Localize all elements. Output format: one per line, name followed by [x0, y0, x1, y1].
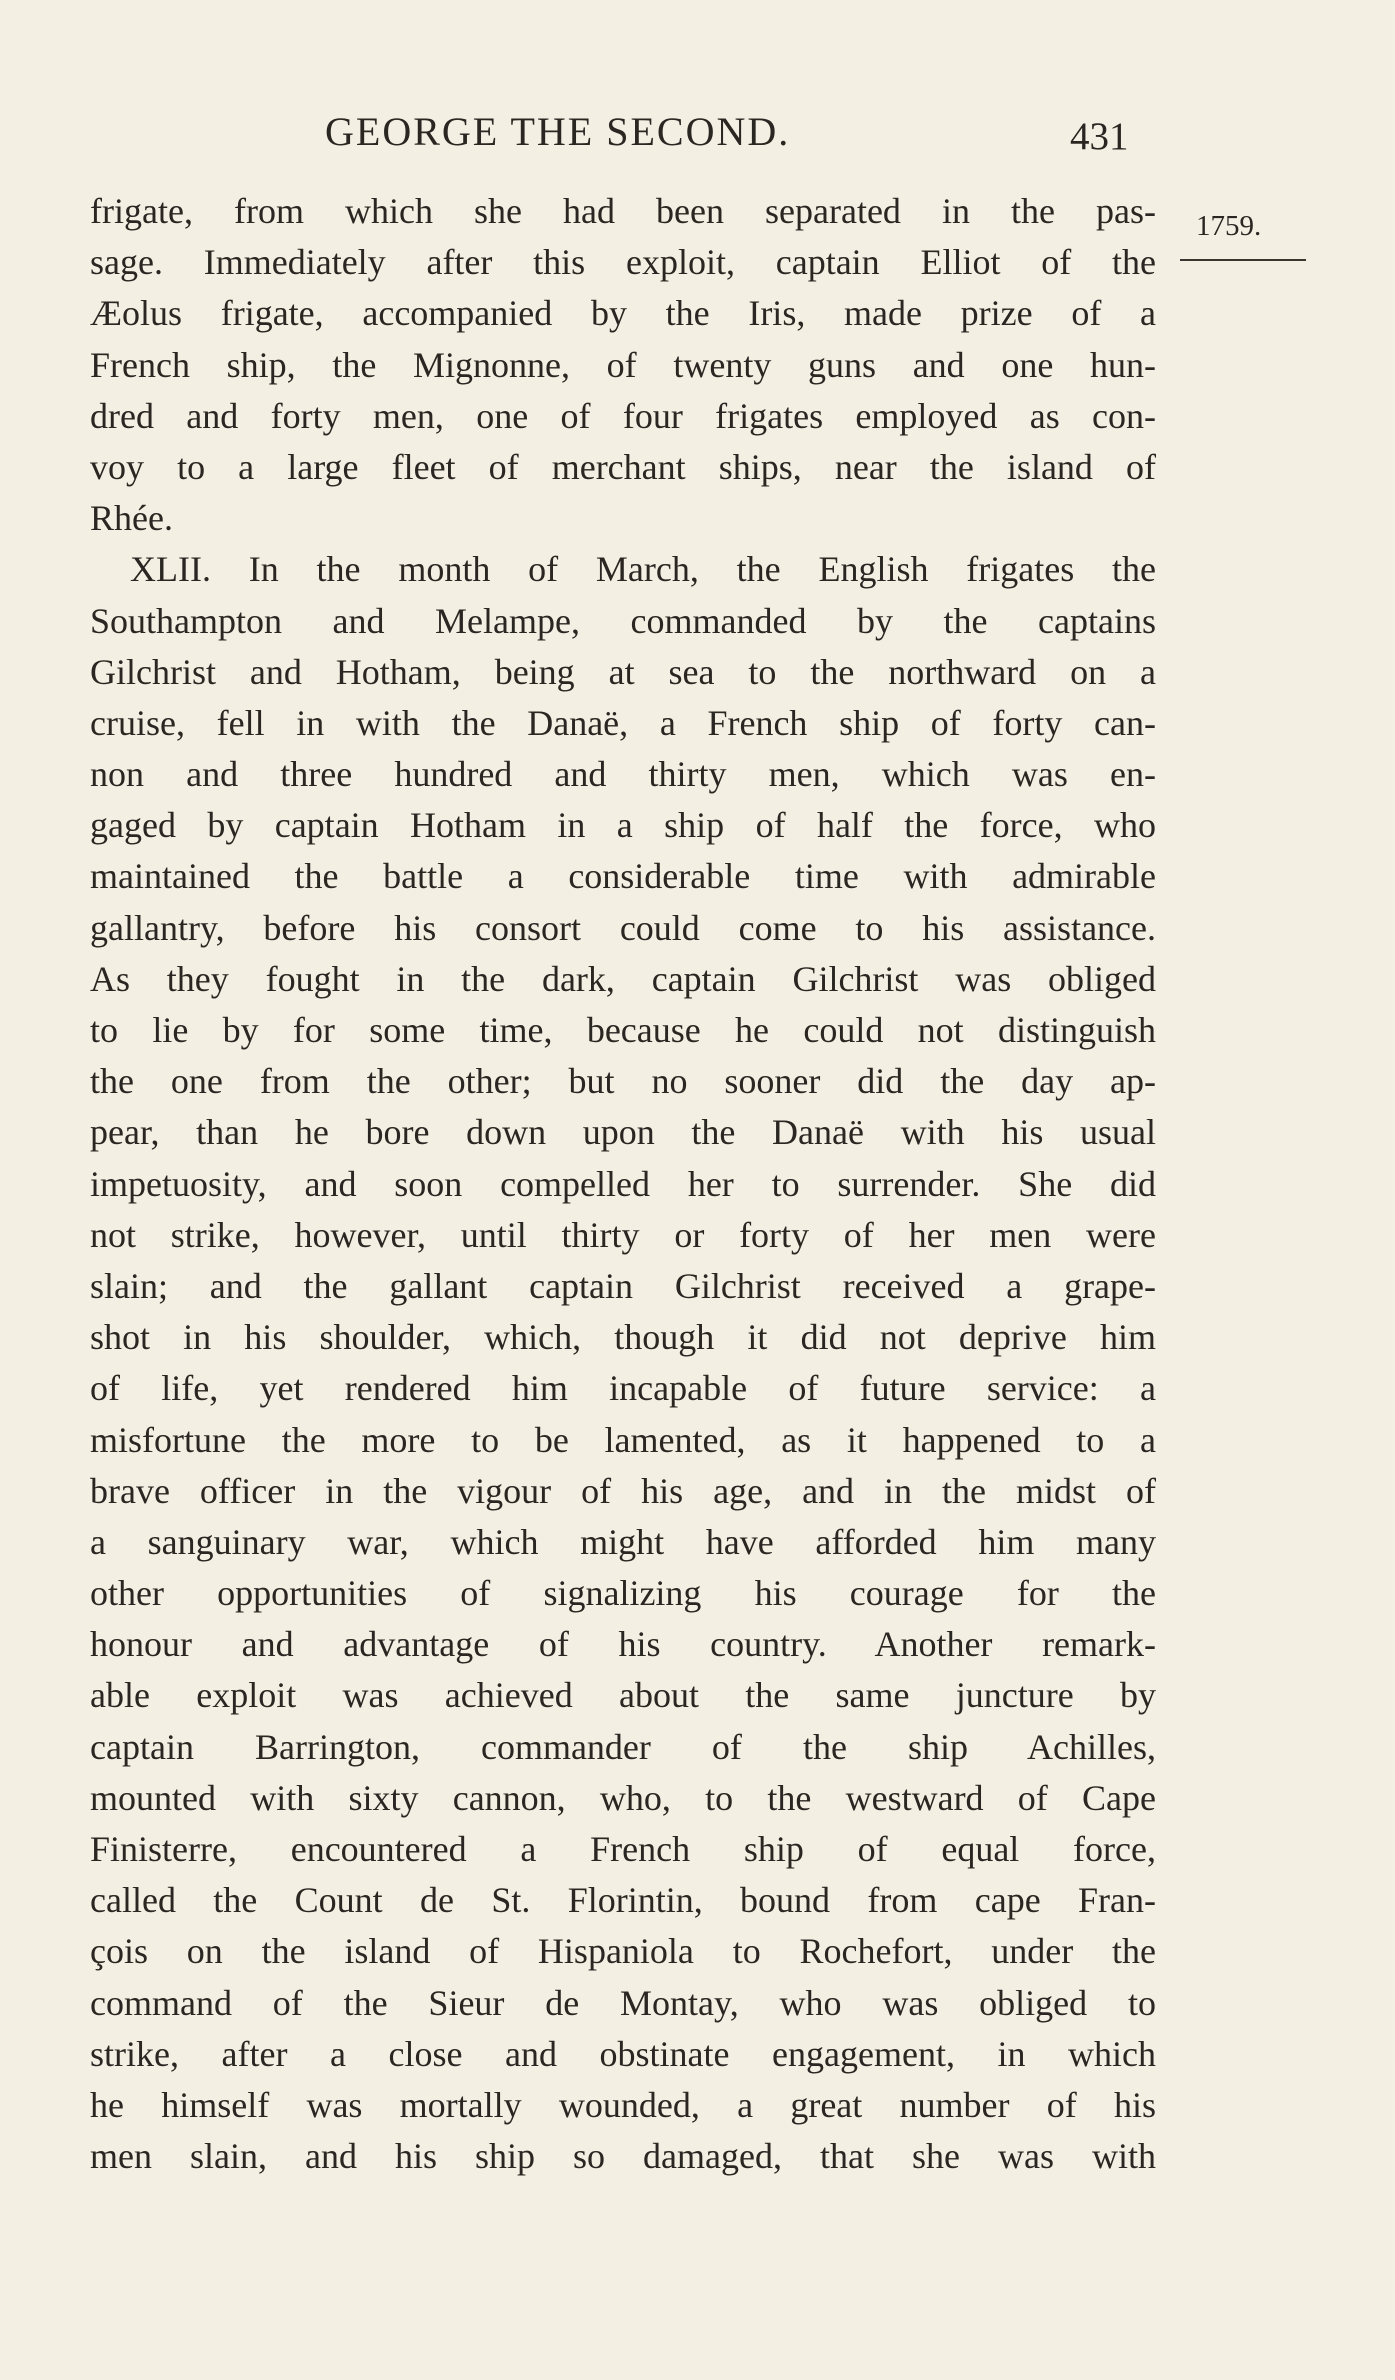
text-line: he himself was mortally wounded, a great number of his — [90, 2084, 1156, 2125]
running-title: GEORGE THE SECOND. — [325, 109, 791, 154]
body-text — [90, 186, 1156, 2182]
text-line: impetuosity, and soon compelled her to surrender. She did — [90, 1163, 1156, 1204]
text-line: frigate, from which she had been separated in the pas- — [90, 191, 1156, 231]
text-line: command of the Sieur de Montay, who was obliged to — [90, 1982, 1156, 2023]
page-number: 431 — [1070, 115, 1129, 158]
text-line: other opportunities of signalizing his courage for the — [90, 1573, 1156, 1614]
text-line: gaged by captain Hotham in a ship of half the force, who — [90, 805, 1156, 846]
text-line: Finisterre, encountered a French ship of equal force, — [90, 1829, 1156, 1869]
text-line: of life, yet rendered him incapable of future service: a — [90, 1368, 1156, 1409]
text-line: gallantry, before his consort could come to his assistance. — [90, 907, 1156, 948]
text-line: the one from the other; but no sooner did the day ap- — [90, 1061, 1156, 1102]
text-line: strike, after a close and obstinate engagement, in which — [90, 2033, 1156, 2074]
text-line: to lie by for some time, because he could not distinguish — [90, 1010, 1156, 1050]
text-line: misfortune the more to be lamented, as it happened to a — [90, 1419, 1156, 1460]
text-line: French ship, the Mignonne, of twenty guns and one hun- — [90, 344, 1156, 385]
text-line: sage. Immediately after this exploit, captain Elliot of the — [90, 242, 1156, 283]
text-line: Æolus frigate, accompanied by the Iris, made prize of a — [90, 293, 1156, 334]
text-line: dred and forty men, one of four frigates employed as con- — [90, 395, 1156, 436]
text-line: captain Barrington, commander of the ship Achilles, — [90, 1726, 1156, 1767]
text-line: Southampton and Melampe, commanded by the captains — [90, 600, 1156, 641]
margin-rule — [1180, 259, 1306, 261]
text-line: honour and advantage of his country. Another remark- — [90, 1624, 1156, 1665]
text-line: a sanguinary war, which might have afforded him many — [90, 1521, 1156, 1562]
text-line: brave officer in the vigour of his age, and in the midst of — [90, 1470, 1156, 1511]
text-line: cruise, fell in with the Danaë, a French ship of forty can- — [90, 702, 1156, 743]
margin-year-note: 1759. — [1196, 210, 1262, 242]
section-heading-line: XLII. In the month of March, the English frigates the — [130, 549, 1156, 590]
text-line: able exploit was achieved about the same juncture by — [90, 1675, 1156, 1716]
text-line: mounted with sixty cannon, who, to the westward of Cape — [90, 1777, 1156, 1818]
text-line: voy to a large fleet of merchant ships, near the island of — [90, 446, 1156, 487]
text-line: non and three hundred and thirty men, which was en- — [90, 754, 1156, 795]
text-line: Gilchrist and Hotham, being at sea to the northward on a — [90, 651, 1156, 692]
text-line: shot in his shoulder, which, though it did not deprive him — [90, 1317, 1156, 1358]
text-line: maintained the battle a considerable time with admirable — [90, 856, 1156, 897]
text-line: slain; and the gallant captain Gilchrist received a grape- — [90, 1265, 1156, 1306]
text-line: Rhée. — [90, 498, 173, 539]
text-line: men slain, and his ship so damaged, that she was with — [90, 2136, 1156, 2177]
text-line: not strike, however, until thirty or forty of her men were — [90, 1214, 1156, 1255]
text-line: pear, than he bore down upon the Danaë with his usual — [90, 1112, 1156, 1153]
text-line: called the Count de St. Florintin, bound from cape Fran- — [90, 1880, 1156, 1921]
text-line: As they fought in the dark, captain Gilchrist was obliged — [90, 958, 1156, 999]
text-line: çois on the island of Hispaniola to Rochefort, under the — [90, 1931, 1156, 1972]
